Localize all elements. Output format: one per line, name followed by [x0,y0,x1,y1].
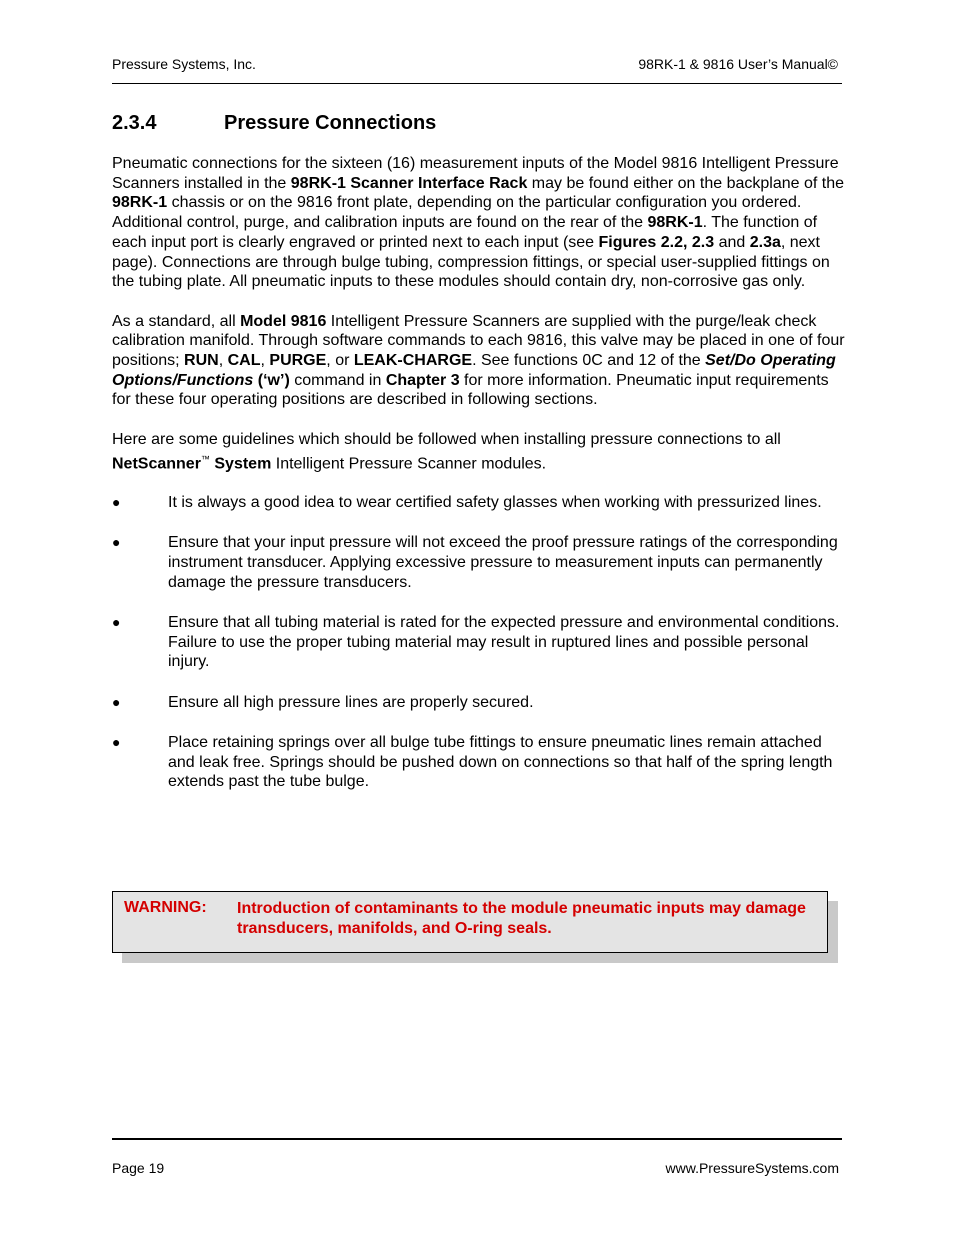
paragraph-manifold [112,312,847,411]
list-item-text: Ensure that your input pressure will not exceed the proof pressure ratings of the corresponding instrument transducer. Applying excessive pressure to measurement inputs can permanently damage the pressure transducers. [168,534,838,591]
text-run: . The function of each input port is clearly engraved or printed next to each input (see [112,214,818,251]
bullet-icon: ● [112,534,121,551]
text-run: , next page). Connections are through bulge tubing, compression fittings, or special user-supplied fittings on the tubing plate. All pneumatic inputs to these modules should contain dry, non-corrosive gas only. [112,233,830,291]
section-number: 2.3.4 [112,112,157,134]
paragraph-connections [112,154,847,292]
warning-box [112,891,828,953]
text-run: and [714,233,750,251]
list-item-text: Ensure all high pressure lines are properly secured. [168,693,534,711]
list-item [112,693,847,713]
list-item [112,493,847,513]
bold-run: NetScanner [112,454,201,472]
bold-run: 98RK-1 Scanner Interface Rack [290,174,528,192]
bold-run: Chapter 3 [385,371,460,389]
bullet-icon: ● [112,494,121,511]
bold-run: (‘w’) [253,371,290,389]
text-run: Pneumatic connections for the sixteen (16) measurement inputs of the Model 9816 Intelligent Pressure Scanners installed in the [112,155,839,192]
warning-text: Introduction of contaminants to the module pneumatic inputs may damage transducers, manifolds, and O-ring seals. [237,900,806,937]
warning-callout [112,891,828,953]
section-heading [112,112,436,135]
text-run: . See functions 0C and 12 of the [472,352,706,370]
bold-run: Model 9816 [240,312,327,330]
text-run: chassis or on the 9816 front plate, depending on the particular configuration you ordered. Additional control, purge, and calibration inputs are found on the rear of the [112,194,802,232]
section-title: Pressure Connections [224,112,437,134]
paragraph-guidelines [112,430,847,474]
bold-run: 98RK-1 [647,214,703,232]
list-item-text: Ensure that all tubing material is rated for the expected pressure and environmental conditions. Failure to use the proper tubing material may result in ruptured lines and possible personal injury. [168,614,840,671]
bold-run: Figures 2.2, 2.3 [598,233,715,251]
bold-run: LEAK-CHARGE [353,352,473,370]
page-number: Page 19 [112,1160,165,1176]
text-run: , or [326,352,354,370]
text-run: , [260,352,270,370]
list-item-text: Place retaining springs over all bulge tube fittings to ensure pneumatic lines remain attached and leak free. Springs should be pushed down on connections so that half of the spring length extends past the tube bulge. [168,733,833,791]
bullet-icon: ● [112,733,121,750]
text-run: command in [289,371,386,389]
bullet-icon: ● [112,693,121,710]
text-run: Intelligent Pressure Scanner modules. [271,454,547,472]
footer-rule [112,1138,842,1140]
list-item [112,733,847,792]
trademark-mark: ™ [200,453,210,464]
list-item [112,613,847,672]
bold-run: 2.3a [749,233,781,251]
header-manual-title: 98RK-1 & 9816 User’s Manual© [638,56,838,72]
list-item [112,533,847,592]
footer-website: www.PressureSystems.com [665,1160,839,1176]
warning-label: WARNING: [124,899,207,916]
text-run: for more information. Pneumatic input requirements for these four operating positions are described in following sections. [112,371,829,409]
text-run: Intelligent Pressure Scanners are supplied with the purge/leak check calibration manifold. Through software commands to each 9816, this valve may be placed in one of four positions; [112,312,845,370]
text-run: may be found either on the backplane of the [527,174,845,192]
text-run: As a standard, all [112,312,241,330]
bold-run: CAL [227,352,261,370]
bold-run: 98RK-1 [112,194,168,212]
bold-run: PURGE [269,352,327,370]
text-run: , [218,352,228,370]
section-body [112,154,847,812]
list-item-text: It is always a good idea to wear certified safety glasses when working with pressurized lines. [168,494,822,512]
text-run: Here are some guidelines which should be followed when installing pressure connections to all [112,430,781,448]
header-company: Pressure Systems, Inc. [112,56,256,72]
bold-italic-run: Set/Do Operating Options/Functions [112,352,836,389]
bold-run: RUN [184,352,219,370]
bold-run: System [209,454,272,472]
header-rule [112,83,842,84]
bullet-icon: ● [112,614,121,631]
guidelines-list [112,493,847,792]
